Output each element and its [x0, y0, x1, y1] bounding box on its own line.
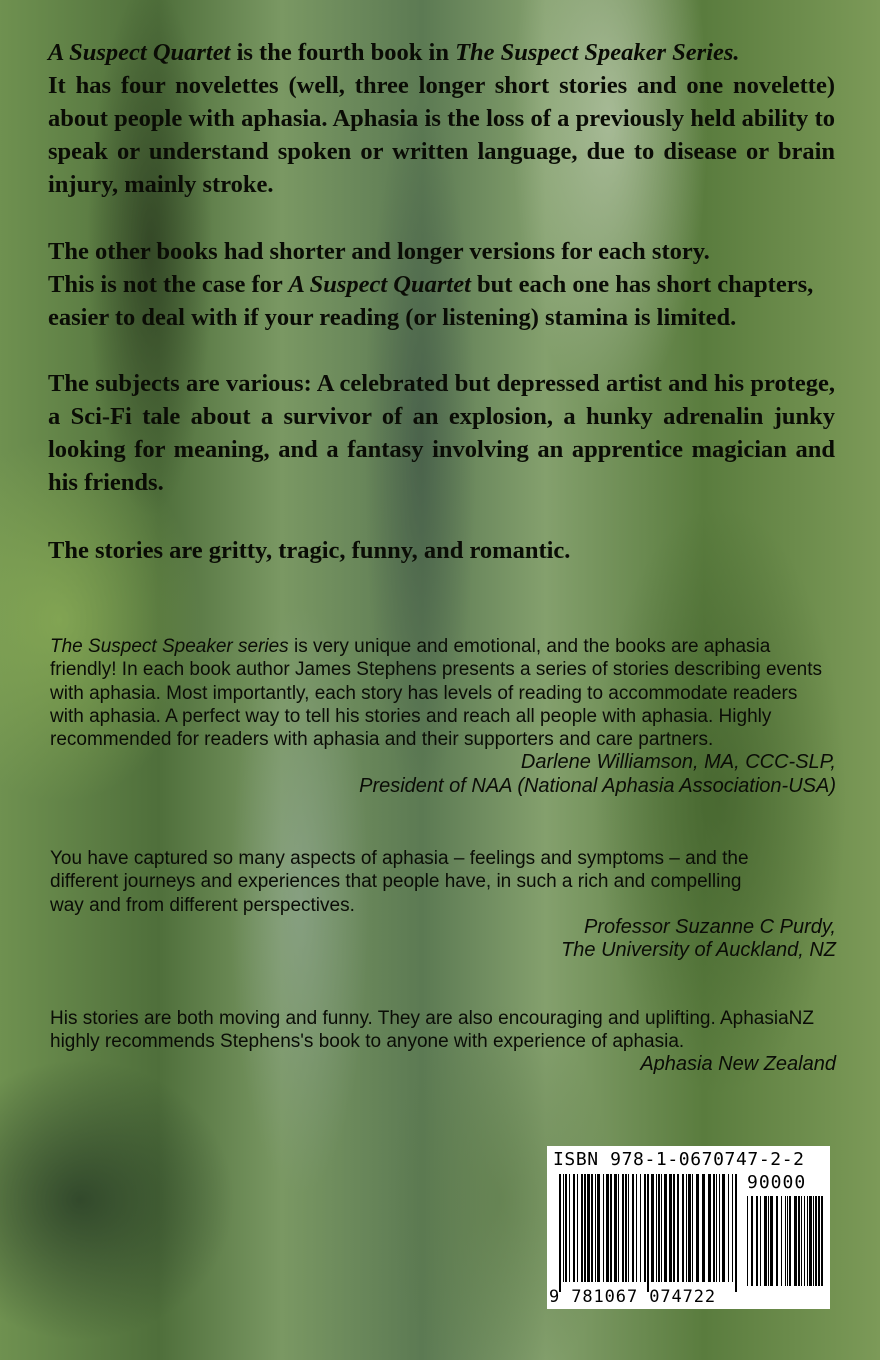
barcode-bar — [702, 1174, 705, 1282]
addon-bar — [747, 1196, 748, 1286]
barcode-bar — [628, 1174, 629, 1282]
addon-bar — [804, 1196, 805, 1286]
barcode-bar — [559, 1174, 561, 1292]
review-2-attribution-name: Professor Suzanne C Purdy, — [584, 916, 836, 938]
barcode-bar — [581, 1174, 583, 1282]
addon-bar — [768, 1196, 769, 1286]
addon-bar — [770, 1196, 773, 1286]
barcode-bar — [651, 1174, 654, 1282]
barcode-bar — [716, 1174, 717, 1282]
book-title: A Suspect Quartet — [48, 39, 231, 66]
review-1-attribution-org: President of NAA (National Aphasia Association-USA) — [359, 774, 836, 797]
addon-bar — [798, 1196, 800, 1286]
barcode-bar — [577, 1174, 578, 1282]
addon-bar — [801, 1196, 802, 1286]
barcode-bar — [640, 1174, 641, 1282]
barcode-bar — [728, 1174, 729, 1282]
barcode-bar — [603, 1174, 604, 1282]
barcode-bar — [584, 1174, 586, 1282]
barcode-bar — [686, 1174, 687, 1282]
addon-bar — [785, 1196, 786, 1286]
barcode-bar — [622, 1174, 624, 1282]
barcode-bar — [696, 1174, 699, 1282]
addon-bar — [789, 1196, 791, 1286]
price-addon-code: 90000 — [747, 1172, 807, 1193]
addon-bar — [818, 1196, 820, 1286]
addon-bar — [809, 1196, 812, 1286]
isbn-label: ISBN 978-1-0670747-2-2 — [553, 1149, 805, 1170]
barcode-bar — [682, 1174, 684, 1282]
barcode-bar — [644, 1174, 646, 1282]
blurb-paragraph-2 — [48, 235, 835, 334]
blurb-p2-text-1: This is not the case for — [48, 271, 289, 298]
addon-bar — [760, 1196, 761, 1286]
barcode-bar — [732, 1174, 733, 1282]
book-title-2: A Suspect Quartet — [288, 271, 471, 298]
blurb-p2-text-2: but each one has short chapters, easier to deal with if your reading (or listening) stamina is limited. — [48, 271, 814, 331]
review-2-text: You have captured so many aspects of aphasia – feelings and symptoms – and the different journeys and experiences that people have, in such a rich and compelling way and from different perspectives. — [50, 848, 749, 916]
blurb-p1-text-2: It has four novelettes (well, three longer short stories and one novelette) about people with aphasia. Aphasia is the loss of a previously held ability to speak or understand spoken or written language, due to disease or brain injury, mainly stroke. — [48, 72, 835, 198]
addon-bar — [751, 1196, 753, 1286]
review-1 — [50, 635, 836, 798]
review-2-attribution — [50, 916, 836, 963]
addon-bar — [776, 1196, 778, 1286]
barcode-bar — [625, 1174, 627, 1282]
barcode-bar — [688, 1174, 691, 1282]
barcode-bar — [677, 1174, 679, 1282]
barcode-bar — [719, 1174, 720, 1282]
blurb-paragraph-4: The stories are gritty, tragic, funny, and romantic. — [48, 537, 571, 564]
barcode-bar — [658, 1174, 660, 1282]
review-3-attribution: Aphasia New Zealand — [640, 1052, 836, 1075]
barcode-bar — [647, 1174, 649, 1292]
barcode-bar — [563, 1174, 564, 1282]
blurb-p1-text-1: is the fourth book in — [230, 39, 456, 66]
barcode-bar — [735, 1174, 737, 1292]
barcode-bar — [614, 1174, 617, 1282]
barcode-bar — [591, 1174, 593, 1282]
barcode-bar — [565, 1174, 567, 1282]
barcode-bar — [595, 1174, 596, 1282]
barcode-bars — [547, 1146, 830, 1309]
barcode-bar — [713, 1174, 715, 1282]
barcode-bar — [618, 1174, 619, 1282]
review-3-text: His stories are both moving and funny. They are also encouraging and uplifting. AphasiaNZ highly recommends Stephens's book to anyone with experience of aphasia. — [50, 1008, 814, 1053]
barcode-bar — [692, 1174, 693, 1282]
isbn-barcode — [547, 1146, 830, 1309]
barcode-bar — [606, 1174, 609, 1282]
addon-bar — [756, 1196, 758, 1286]
barcode-bar — [669, 1174, 672, 1282]
addon-bar — [821, 1196, 823, 1286]
barcode-bar — [722, 1174, 725, 1282]
barcode-bar — [656, 1174, 657, 1282]
addon-bar — [813, 1196, 814, 1286]
barcode-bar — [573, 1174, 575, 1282]
barcode-bar — [597, 1174, 600, 1282]
addon-bar — [807, 1196, 808, 1286]
addon-bar — [787, 1196, 788, 1286]
blurb-paragraph-1 — [48, 36, 835, 201]
addon-bar — [794, 1196, 797, 1286]
series-title: The Suspect Speaker Series. — [455, 39, 740, 66]
barcode-bar — [587, 1174, 590, 1282]
addon-bar — [815, 1196, 817, 1286]
addon-bar — [781, 1196, 782, 1286]
barcode-bar — [610, 1174, 612, 1282]
ean-digits: 9 781067 074722 — [549, 1287, 717, 1307]
blurb-p2-line-1: The other books had shorter and longer versions for each story. — [48, 238, 710, 265]
review-1-series: The Suspect Speaker series — [50, 636, 289, 657]
review-1-attribution-name: Darlene Williamson, MA, CCC-SLP, — [520, 751, 836, 774]
review-3 — [50, 1007, 836, 1076]
barcode-bar — [636, 1174, 637, 1282]
blurb-paragraph-3: The subjects are various: A celebrated but depressed artist and his protege, a Sci-Fi tale about a survivor of an explosion, a hunky adrenalin junky looking for meaning, and a fantasy involving an apprentice magician and his friends. — [48, 370, 835, 496]
barcode-bar — [673, 1174, 675, 1282]
barcode-bar — [664, 1174, 667, 1282]
barcode-bar — [569, 1174, 570, 1282]
addon-bar — [764, 1196, 767, 1286]
review-2 — [50, 847, 770, 917]
barcode-bar — [632, 1174, 634, 1282]
review-1-text: is very unique and emotional, and the books are aphasia friendly! In each book author James Stephens presents a series of stories describing events with aphasia. Most importantly, each story has levels of reading to accommodate readers with aphasia. A perfect way to tell his stories and reach all people with aphasia. Highly recommended for readers with aphasia and their supporters and care partners. — [50, 636, 823, 751]
barcode-bar — [708, 1174, 711, 1282]
barcode-bar — [661, 1174, 662, 1282]
review-2-attribution-org: The University of Auckland, NZ — [561, 939, 836, 962]
